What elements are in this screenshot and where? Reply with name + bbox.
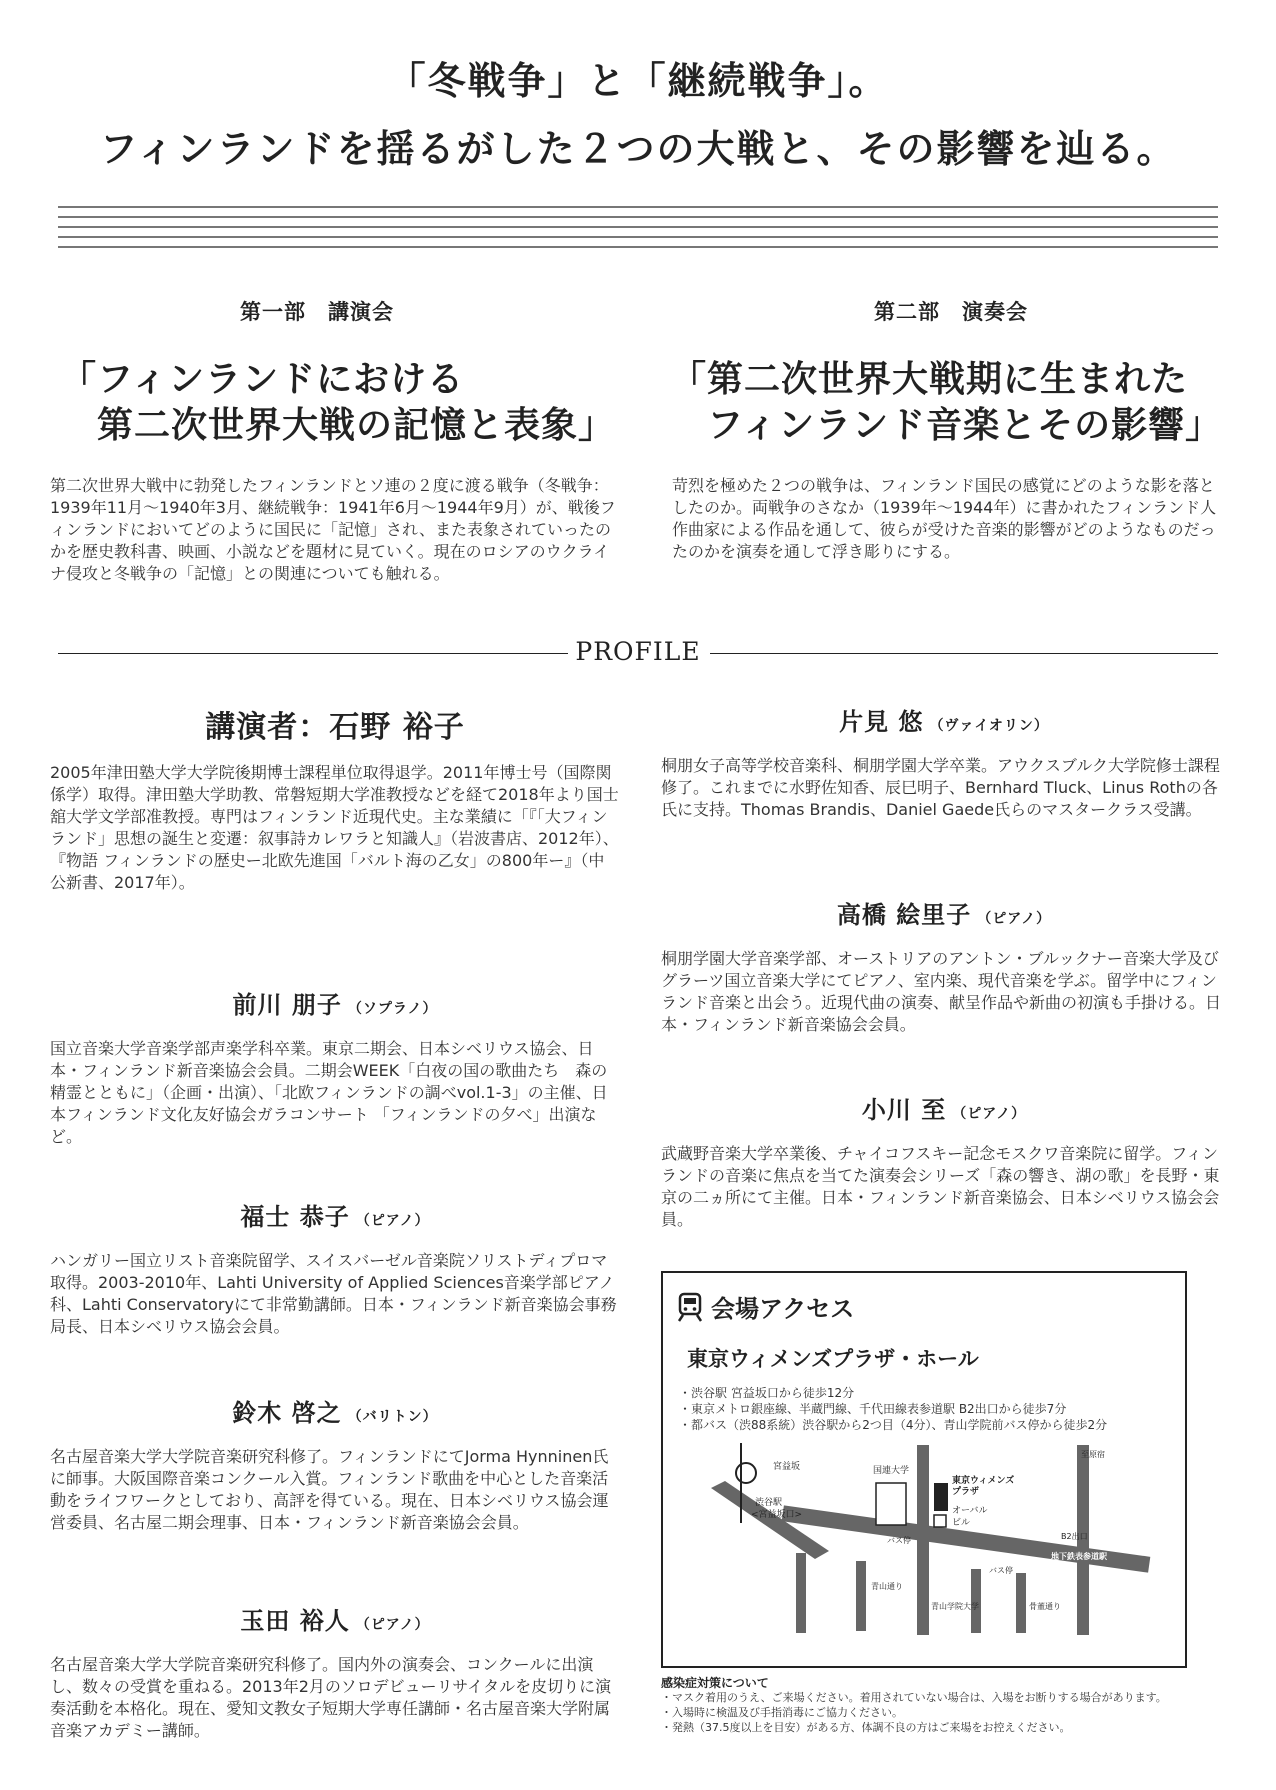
map-label: 東京ウィメンズ xyxy=(952,1476,1015,1486)
performer-name: 高橋 絵里子 （ピアノ） xyxy=(836,900,1052,929)
performer-name: 福士 恭子 （ピアノ） xyxy=(240,1202,430,1231)
map-label: プラザ xyxy=(952,1487,980,1497)
map-label: バス停 xyxy=(887,1536,911,1545)
map-label: オーバル xyxy=(952,1506,988,1516)
performer-bio: 国立音楽大学音楽学部声楽学科卒業。東京二期会、日本シベリウス協会、日本・フィンランド新音楽協会会員。二期会WEEK「白夜の国の歌曲たち 森の精霊とともに」（企画・出演）、「北欧フィンランドの調べvol.1-3」の主催、日本フィンランド文化友好協会ガラコンサート 「フィンランドの夕べ」出演など。 xyxy=(50,1039,608,1146)
map-label: ビル xyxy=(952,1518,971,1528)
map-label: 青山学院大学 xyxy=(931,1602,979,1611)
performer-bio: 桐朋女子高等学校音楽科、桐朋学園大学卒業。アウクスブルク大学院修士課程修了。これまでに水野佐知香、辰巳明子、Bernhard Tluck、Linus Rothの各氏に支持。Thomas Brandis、Daniel Gaede氏らのマスタークラス受講。 xyxy=(661,756,1220,819)
access-title-text: 会場アクセス xyxy=(711,1295,855,1323)
note-item: ・発熱（37.5度以上を目安）がある方、体調不良の方はご来場をお控えください。 xyxy=(661,1721,1071,1734)
header-line-1: 「冬戦争」と「継続戦争」。 xyxy=(387,58,889,103)
part2-label: 第二部 演奏会 xyxy=(874,300,1028,324)
performer-name: 片見 悠 （ヴァイオリン） xyxy=(839,707,1049,736)
direction-item: ・渋谷駅 宮益坂口から徒歩12分 xyxy=(679,1386,855,1400)
performer-bio: 名古屋音楽大学大学院音楽研究科修了。フィンランドにてJorma Hynninen氏に師事。大阪国際音楽コンクール入賞。フィンランド歌曲を中心とした音楽活動をライフワークとしており、高評を得ている。現在、日本シベリウス協会運営委員、名古屋二期会理事、日本・フィンランド新音楽協会会員。 xyxy=(50,1447,609,1532)
lecturer-bio: 2005年津田塾大学大学院後期博士課程単位取得退学。2011年博士号（国際関係学）取得。津田塾大学助教、常磐短期大学准教授などを経て2018年より国士舘大学文学部准教授。専門はフィンランド近現代史。主な業績に「『「大フィンランド」思想の誕生と変遷：叙事詩カレワラと知識人』（岩波書店、2012年）、『物語 フィンランドの歴史ー北欧先進国「バルト海の乙女」の800年ー』（中公新書、2017年）。 xyxy=(50,763,619,892)
performer-name: 玉田 裕人 （ピアノ） xyxy=(240,1606,430,1635)
performer-name: 小川 至 （ピアノ） xyxy=(861,1095,1027,1124)
map-label: バス停 xyxy=(989,1566,1013,1575)
map-label: 骨董通り xyxy=(1029,1602,1061,1611)
map-road-vertical xyxy=(917,1445,929,1635)
map-building-oval xyxy=(934,1515,946,1527)
staff-lines-divider xyxy=(58,206,1218,246)
performer-bio: 武蔵野音楽大学卒業後、チャイコフスキー記念モスクワ音楽院に留学。フィンランドの音楽に焦点を当てた演奏会シリーズ「森の響き、湖の歌」を長野・東京の二ヵ所にて主催。日本・フィンランド新音楽協会、日本シベリウス協会会員。 xyxy=(661,1144,1220,1229)
profile-rule-right xyxy=(710,653,1218,654)
map-road-vertical xyxy=(856,1561,866,1631)
performer-bio: 桐朋学園大学音楽学部、オーストリアのアントン・ブルックナー音楽大学及びグラーツ国立音楽大学にてピアノ、室内楽、現代音楽を学ぶ。留学中にフィンランド音楽と出会う。近現代曲の演奏、献呈作品や新曲の初演も手掛ける。日本・フィンランド新音楽協会会員。 xyxy=(661,949,1222,1034)
map-road-vertical xyxy=(796,1553,806,1633)
part1-title: 「フィンランドにおける 第二次世界大戦の記憶と表象」 xyxy=(60,358,616,446)
map-label: 国連大学 xyxy=(873,1466,910,1476)
map-station-marker xyxy=(736,1463,756,1483)
note-item: ・マスク着用のうえ、ご来場ください。着用されていない場合は、入場をお断りする場合があります。 xyxy=(661,1691,1167,1704)
map-label: B2出口 xyxy=(1061,1532,1088,1541)
map-road-vertical xyxy=(971,1569,981,1633)
lecturer-name: 講演者：石野 裕子 xyxy=(205,710,465,745)
part1-body: 第二次世界大戦中に勃発したフィンランドとソ連の２度に渡る戦争（冬戦争：1939年11月～1940年3月、継続戦争：1941年6月～1944年9月）が、戦後フィンランドにおいてどのように国民に「記憶」され、また表象されていったのかを歴史教科書、映画、小説などを題材に見ていく。現在のロシアのウクライナ侵攻と冬戦争の「記憶」との関連についても触れる。 xyxy=(50,476,616,583)
map-label: 青山通り xyxy=(871,1582,903,1591)
performer-bio: 名古屋音楽大学大学院音楽研究科修了。国内外の演奏会、コンクールに出演し、数々の受賞を重ねる。2013年2月のソロデビューリサイタルを皮切りに演奏活動を本格化。現在、愛知文教女子短期大学専任講師・名古屋音楽大学附属音楽アカデミー講師。 xyxy=(50,1655,612,1740)
train-icon xyxy=(677,1292,703,1322)
access-title xyxy=(677,1289,854,1324)
venue-access-box xyxy=(661,1271,1187,1668)
header-line-2: フィンランドを揺るがした２つの大戦と、その影響を辿る。 xyxy=(99,126,1177,171)
map-label: 地下鉄表参道駅 xyxy=(1051,1552,1107,1561)
performer-bio: ハンガリー国立リスト音楽院留学、スイスバーゼル音楽院ソリストディプロマ取得。2003-2010年、Lahti University of Applied Sciences音楽学部ピアノ科、Lahti Conservatoryにて非常勤講師。日本・フィンランド新音楽協会事務局長、日本シベリウス協会会員。 xyxy=(50,1251,617,1336)
map-label: 至原宿 xyxy=(1081,1450,1105,1459)
venue-name: 東京ウィメンズプラザ・ホール xyxy=(687,1347,979,1371)
direction-item: ・都バス（渋88系統）渋谷駅から2つ目（4分）、青山学院前バス停から徒歩2分 xyxy=(679,1418,1108,1432)
part2-title: 「第二次世界大戦期に生まれた フィンランド音楽とその影響」 xyxy=(670,358,1223,446)
map-building-kokuren xyxy=(876,1483,906,1525)
note-item: ・入場時に検温及び手指消毒にご協力ください。 xyxy=(661,1706,903,1719)
part2-body: 苛烈を極めた２つの戦争は、フィンランド国民の感覚にどのような影を落としたのか。両戦争のさなか（1939年～1944年）に書かれたフィンランド人作曲家による作品を通して、彼らが受けた音楽的影響がどのようなものだったのかを演奏を通して浮き彫りにする。 xyxy=(672,476,1217,561)
direction-item: ・東京メトロ銀座線、半蔵門線、千代田線表参道駅 B2出口から徒歩7分 xyxy=(679,1402,1067,1416)
part1-label: 第一部 講演会 xyxy=(240,300,394,324)
directions-list xyxy=(679,1385,1107,1433)
map-building-plaza xyxy=(934,1483,948,1511)
venue-map xyxy=(711,1443,1151,1643)
notes-heading: 感染症対策について xyxy=(661,1676,769,1690)
profile-heading: PROFILE xyxy=(575,637,701,666)
notes-list xyxy=(661,1690,1167,1735)
map-label: 渋谷駅 xyxy=(755,1498,783,1508)
map-road-vertical xyxy=(1016,1573,1026,1633)
performer-name: 前川 朋子 （ソプラノ） xyxy=(232,990,438,1019)
map-label: 宮益坂 xyxy=(773,1462,801,1472)
map-label: <宮益坂口> xyxy=(751,1510,803,1520)
performer-name: 鈴木 啓之 （バリトン） xyxy=(232,1398,438,1427)
